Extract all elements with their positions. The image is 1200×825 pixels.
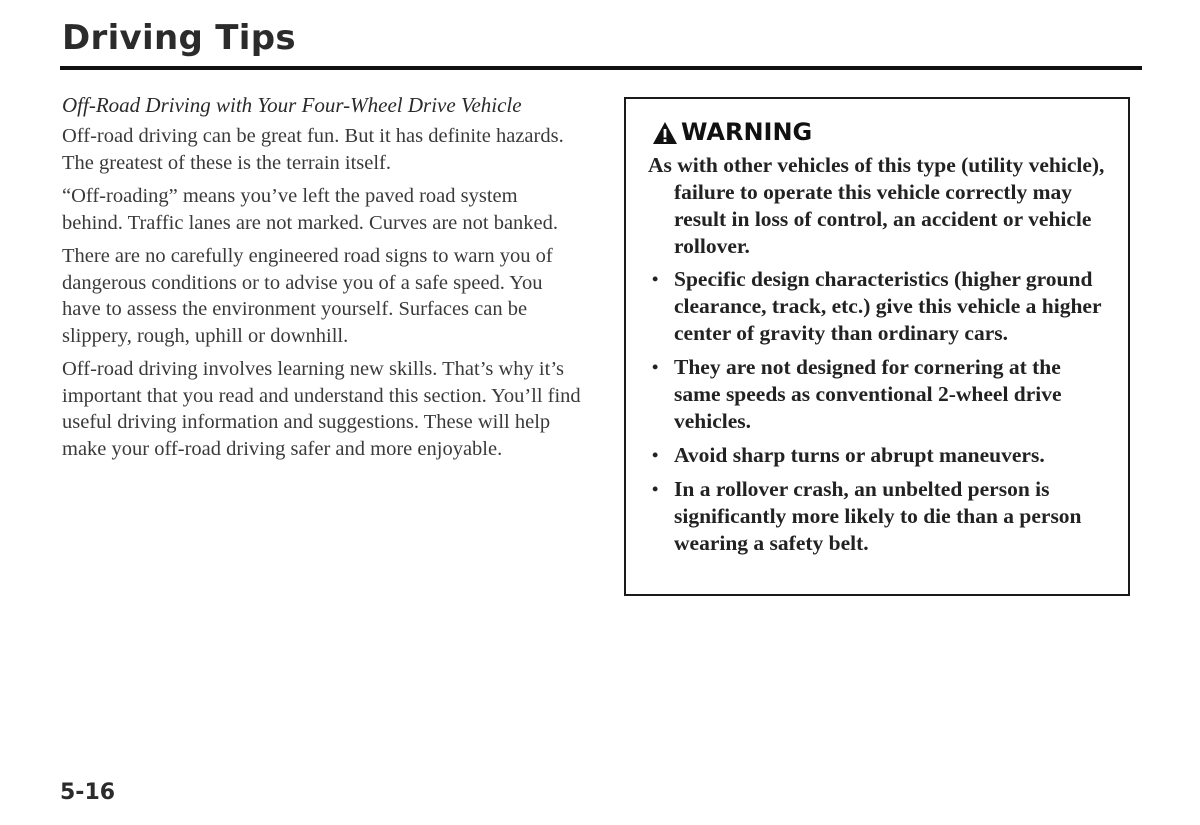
- body-paragraph: Off-road driving can be great fun. But it has definite hazards. The greatest of these is the terrain itself.: [62, 125, 564, 174]
- page-number: 5-16: [60, 780, 116, 805]
- warning-heading: [652, 119, 1108, 146]
- body-paragraph: Off-road driving involves learning new skills. That’s why it’s important that you read and understand this section. You’ll find useful driving information and suggestions. These will help make your off-road driving safer and more enjoyable.: [62, 358, 581, 460]
- body-paragraph: “Off-roading” means you’ve left the paved road system behind. Traffic lanes are not marked. Curves are not banked.: [62, 185, 559, 234]
- warning-bullet-item: • Specific design characteristics (higher ground clearance, track, etc.) give this vehicle a higher center of gravity than ordinary cars.: [652, 267, 1102, 345]
- warning-bullet-item: • They are not designed for cornering at the same speeds as conventional 2-wheel drive vehicles.: [652, 355, 1062, 433]
- bullet-icon: •: [652, 445, 659, 465]
- warning-intro: As with other vehicles of this type (utility vehicle), failure to operate this vehicle correctly may result in loss of control, an accident or vehicle rollover.: [648, 153, 1105, 258]
- bullet-icon: •: [652, 269, 659, 289]
- section-subhead: Off-Road Driving with Your Four-Wheel Drive Vehicle: [62, 93, 522, 117]
- warning-triangle-icon: [652, 121, 678, 145]
- warning-bullet-item: • In a rollover crash, an unbelted person is significantly more likely to die than a person wearing a safety belt.: [652, 477, 1082, 555]
- title-rule: [60, 66, 1142, 70]
- warning-heading-text: WARNING: [681, 118, 813, 146]
- warning-list: [648, 266, 1108, 557]
- warning-bullet-item: • Avoid sharp turns or abrupt maneuvers.: [652, 443, 1045, 467]
- page-title: Driving Tips: [62, 18, 296, 58]
- warning-box: [624, 97, 1130, 596]
- body-paragraph: There are no carefully engineered road signs to warn you of dangerous conditions or to advise you of a safe speed. You have to assess the environment yourself. Surfaces can be slippery, rough, uphill or downhill.: [62, 245, 553, 347]
- body-column: [62, 92, 582, 469]
- bullet-icon: •: [652, 479, 659, 499]
- bullet-icon: •: [652, 357, 659, 377]
